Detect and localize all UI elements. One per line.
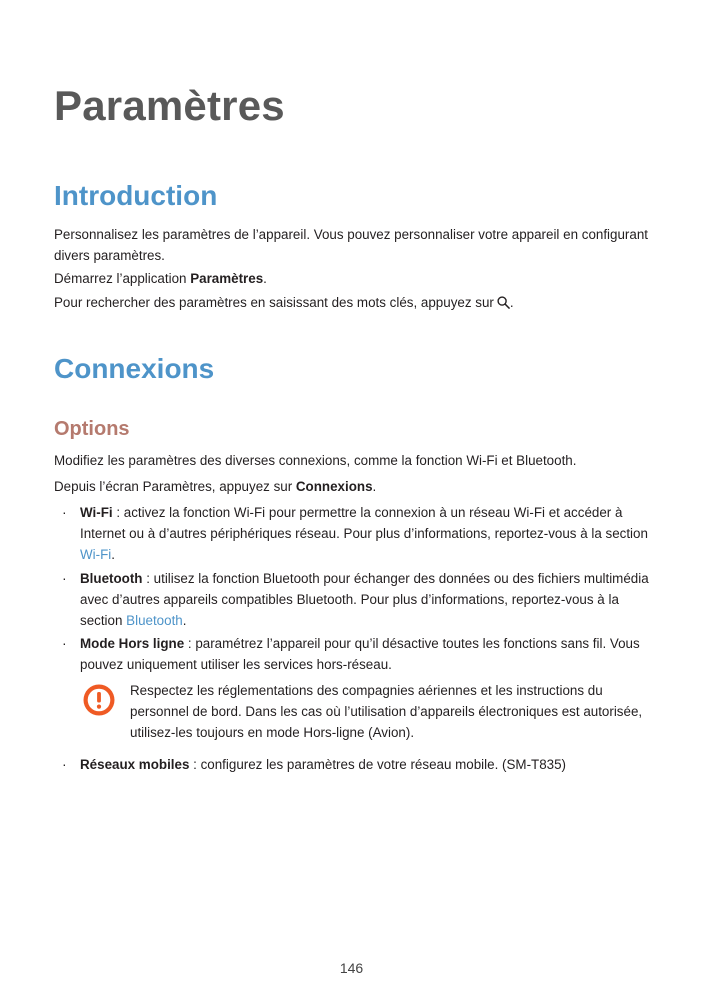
page-number: 146 xyxy=(339,960,364,976)
connexions-heading: Connexions xyxy=(54,353,215,384)
wifi-link[interactable]: Wi-Fi xyxy=(80,547,112,562)
bullet-mobile-networks: Réseaux mobiles : configurez les paramètres de votre réseau mobile. (SM-T835) xyxy=(80,757,567,772)
page-title: Paramètres xyxy=(54,82,285,129)
settings-app-name: Paramètres xyxy=(190,271,264,286)
bluetooth-link[interactable]: Bluetooth xyxy=(126,613,183,628)
bullet-dot: · xyxy=(62,504,67,520)
intro-paragraph: Personnalisez les paramètres de l’appareil. Vous pouvez personnaliser votre appareil en configurant divers paramètres. xyxy=(54,227,648,263)
bullet-dot: · xyxy=(62,570,67,586)
intro-search-instruction: Pour rechercher des paramètres en saisissant des mots clés, appuyez sur . xyxy=(54,295,514,310)
warning-icon xyxy=(82,683,116,717)
search-icon xyxy=(497,296,510,309)
bullet-dot: · xyxy=(62,756,67,772)
introduction-heading: Introduction xyxy=(54,180,218,211)
intro-start-app: Démarrez l’application Paramètres. xyxy=(54,271,267,286)
warning-note: Respectez les réglementations des compagnies aériennes et les instructions du personnel de bord. Dans les cas où l’utilisation d’appareils électroniques est autorisée, utilisez-les toujours en mode Hors-ligne (Avion). xyxy=(130,683,643,740)
options-heading: Options xyxy=(54,418,130,440)
connexions-menu-name: Connexions xyxy=(295,479,373,494)
options-instruction: Depuis l’écran Paramètres, appuyez sur Connexions. xyxy=(54,479,377,494)
options-paragraph: Modifiez les paramètres des diverses connexions, comme la fonction Wi-Fi et Bluetooth. xyxy=(54,453,577,468)
bullet-bluetooth: Bluetooth : utilisez la fonction Bluetooth pour échanger des données ou des fichiers multimédia avec d’autres appareils compatibles Bluetooth. Pour plus d’informations, reportez-vous à la section Bluetooth. xyxy=(80,571,649,628)
bullet-offline-mode: Mode Hors ligne : paramétrez l’appareil pour qu’il désactive toutes les fonctions sans fil. Vous pouvez uniquement utiliser les services hors-réseau. xyxy=(80,636,640,672)
bullet-dot: · xyxy=(62,635,67,651)
bullet-wifi: Wi-Fi : activez la fonction Wi-Fi pour permettre la connexion à un réseau Wi-Fi et accéder à Internet ou à d’autres périphériques réseau. Pour plus d’informations, reportez-vous à la section Wi-Fi. xyxy=(80,505,648,562)
